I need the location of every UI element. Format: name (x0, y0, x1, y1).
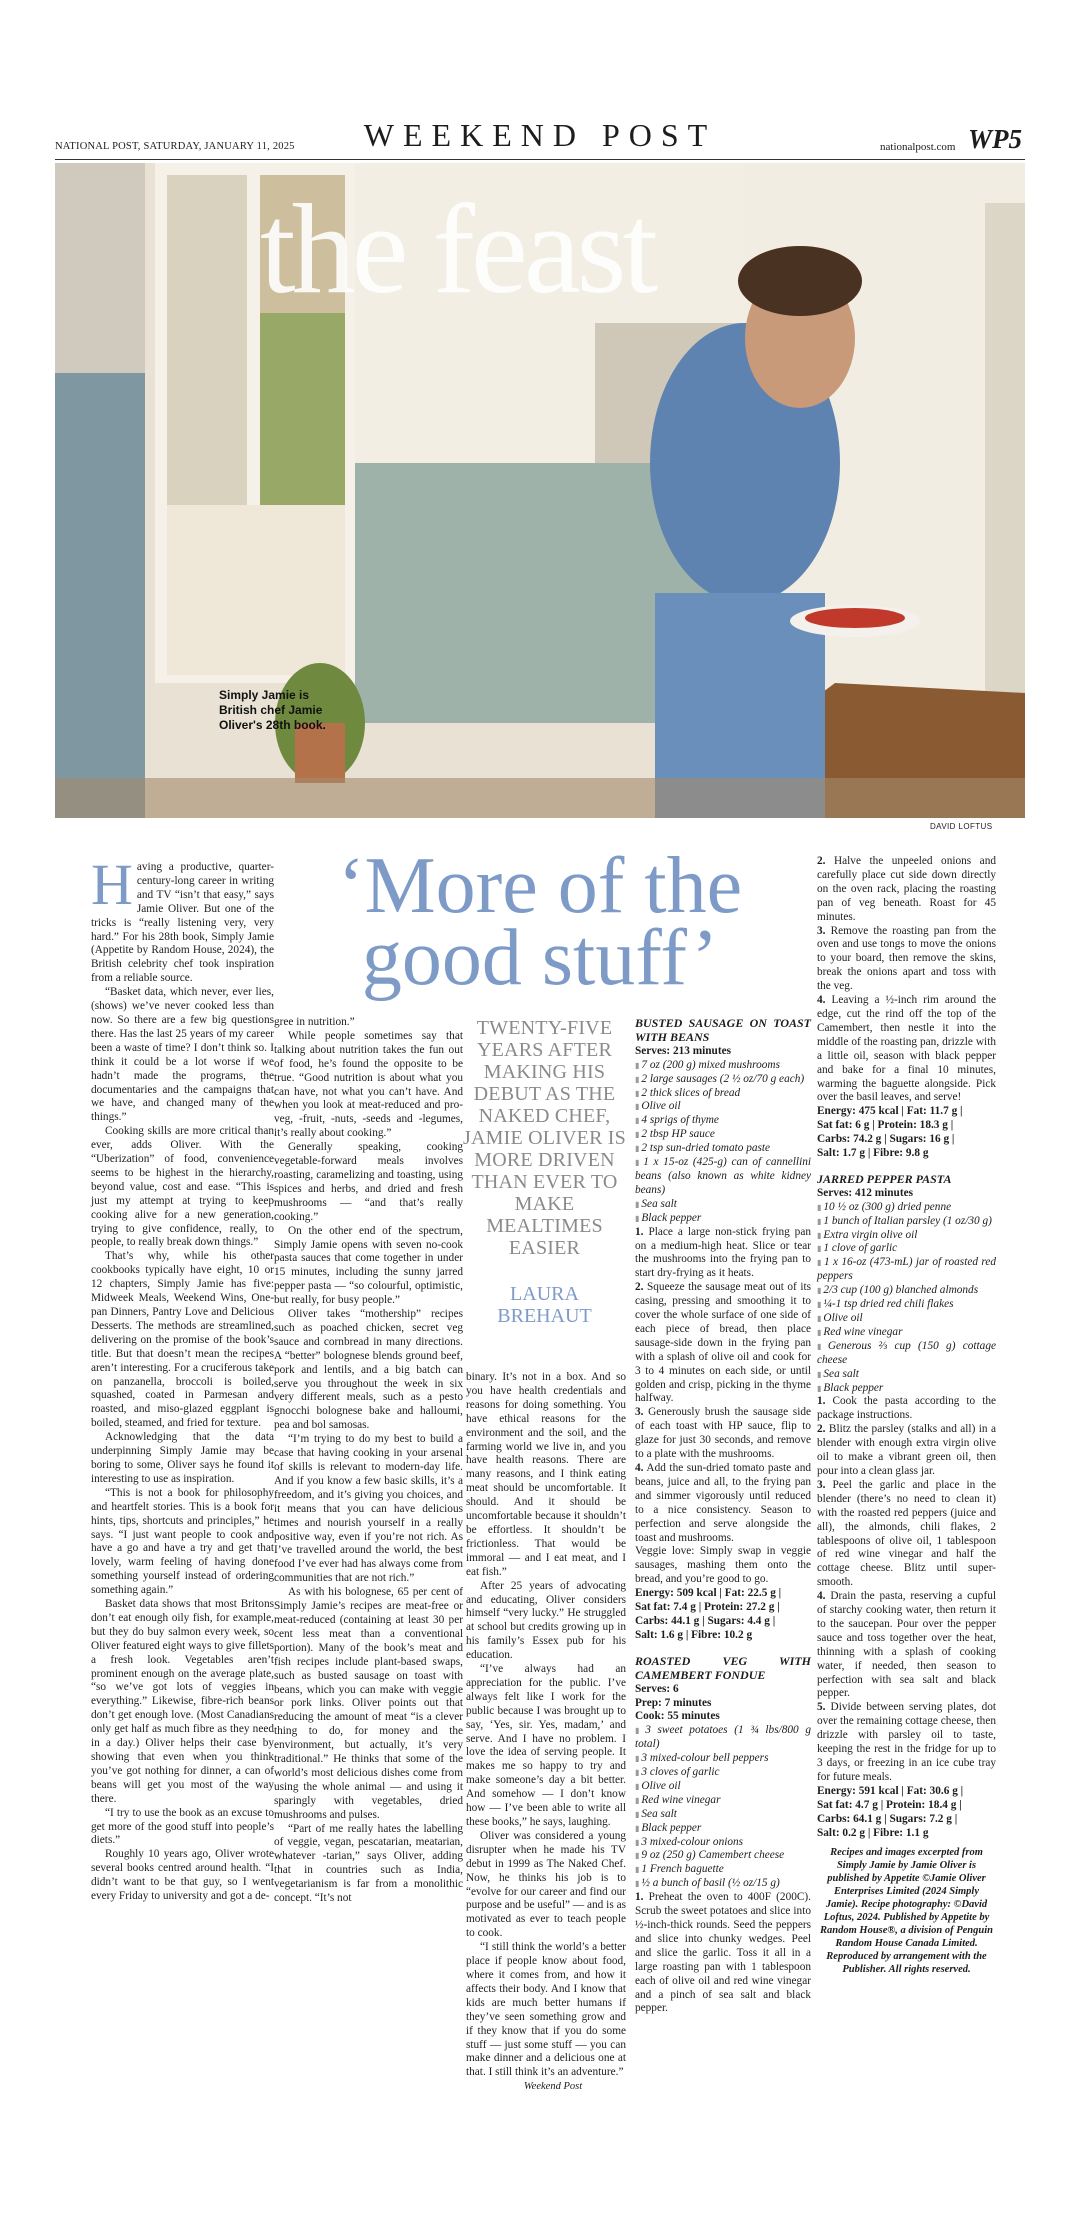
paragraph: “I’m trying to do my best to build a case that having cooking in your arsenal of skills is relevant to modern-day life. And if you know a few basic skills, it’s a freedom, and it’s giving you choices, and it means that you can have delicious times and nourish yourself in a really positive way, even if you’re not rich. As I’ve travelled around the world, the best food I’ve ever had has always come from communities that are not rich.” (274, 1433, 463, 1585)
ingredient: ▮ Olive oil (635, 1100, 811, 1114)
photo-caption: Simply Jamie is British chef Jamie Oliver's 28th book. (219, 688, 326, 732)
article-column-2 (274, 1016, 463, 1906)
recipe-serves: Serves: 412 minutes (817, 1186, 914, 1199)
headline: ‘More of the good stuff’ (337, 842, 743, 1002)
ingredient: ▮ 3 sweet potatoes (1 ¾ lbs/800 g total) (635, 1724, 811, 1752)
ingredient: ▮ 7 oz (200 g) mixed mushrooms (635, 1059, 811, 1073)
recipe-jarred-pepper-pasta (817, 1173, 996, 1977)
recipe-serves: Serves: 6 (635, 1682, 679, 1695)
step: 4. Leaving a ½-inch rim around the edge, cut the rind off the top of the Camembert, then nestle it into the middle of the roasting pan, drizzle with a little oil, season with black pepper and bake for a final 10 minutes, warming the baguette alongside. Pick over the basil leaves, and serve! (817, 994, 996, 1104)
paragraph: That’s why, while his other cookbooks typically have eight, 10 or 12 chapters, Simply Jamie has five: Midweek Meals, Weekend Wins, One-pan Dinners, Pantry Love and Delicious Desserts. The methods are streamlined, delivering on the promise of the book’s title. But that doesn’t mean the recipes aren’t interesting. For a cruciferous take on panzanella, broccoli is boiled, squashed, coated in Parmesan and roasted, and miso-glazed eggplant is boiled, steamed, and fried for texture. (91, 1250, 274, 1430)
ingredient: ▮ 1 x 16-oz (473-mL) jar of roasted red peppers (817, 1256, 996, 1284)
nutrition: Carbs: 44.1 g | Sugars: 4.4 g | (635, 1614, 776, 1627)
ingredient: ▮ 9 oz (250 g) Camembert cheese (635, 1849, 811, 1863)
paragraph: Generally speaking, cooking vegetable-forward meals involves roasting, caramelizing and toasting, using spices and herbs, and dried and fresh mushrooms — “and that’s really cooking.” (274, 1141, 463, 1223)
step: 2. Halve the unpeeled onions and carefully place cut side down directly on the oven rack, placing the roasting pan of veg beneath. Roast for 45 minutes. (817, 855, 996, 923)
ingredient: ▮ Olive oil (817, 1312, 996, 1326)
paragraph: Oliver takes “mothership” recipes such as poached chicken, secret veg sauce and cornbread in many directions. A “better” bolognese blends ground beef, pork and lentils, and a big batch can serve you throughout the week in six very different meals, such as a pesto gnocchi bolognese bake and halloumi, pea and bol samosas. (274, 1308, 463, 1432)
paragraph: Roughly 10 years ago, Oliver wrote several books centred around health. “I didn’t want to be that guy, so I went every Friday to university and got a de- (91, 1848, 274, 1903)
ingredient: ▮ Olive oil (635, 1780, 811, 1794)
ingredient: ▮ Sea salt (817, 1368, 996, 1382)
ingredient: ▮ 1 x 15-oz (425-g) can of cannellini beans (also known as white kidney beans) (635, 1156, 811, 1198)
recipe-column-1 (635, 1017, 811, 2016)
nutrition: Salt: 1.6 g | Fibre: 10.2 g (635, 1628, 753, 1641)
ingredient: ▮ Red wine vinegar (635, 1794, 811, 1808)
ingredient: ▮ 2 tsp sun-dried tomato paste (635, 1142, 811, 1156)
nutrition: Carbs: 64.1 g | Sugars: 7.2 g | (817, 1812, 958, 1825)
nutrition: Salt: 1.7 g | Fibre: 9.8 g (817, 1147, 929, 1160)
veggie-tip: Veggie love: Simply swap in veggie sausages, mashing them onto the bread, and you’re good to go. (635, 1545, 811, 1586)
ingredient: ▮ 2 large sausages (2 ½ oz/70 g each) (635, 1073, 811, 1087)
step: 5. Divide between serving plates, dot over the remaining cottage cheese, then drizzle with parsley oil to taste, keeping the rest in the fridge for up to 3 days, or freezing in an ice cube tray for future meals. (817, 1701, 997, 1783)
recipe-cook: Cook: 55 minutes (635, 1710, 720, 1723)
step: 4. Add the sun-dried tomato paste and beans, juice and all, to the frying pan and simmer vigorously until reduced to a nice consistency. Season to perfection and serve alongside the toast and mushrooms. (635, 1462, 811, 1544)
ingredient: ▮ Extra virgin olive oil (817, 1229, 996, 1243)
paragraph: binary. It’s not in a box. And so you have health credentials and reasons for doing something. You have ethical reasons for the environment and the soil, and the farming world we live in, and you have health reasons. There are many reasons, and I think eating meat should be uncomfortable. It should. And it should be uncomfortable because it shouldn’t be effortless. It shouldn’t be frictionless. That would be immoral — and I eat meat, and I eat fish.” (466, 1371, 626, 1578)
ingredient: ▮ ½ a bunch of basil (½ oz/15 g) (635, 1877, 811, 1891)
byline: LAURA BREHAUT (497, 1283, 592, 1327)
paragraph: After 25 years of advocating and educating, Oliver considers himself “very lucky.” He struggled at school but credits growing up in his family’s Essex pub for his education. (466, 1579, 626, 1662)
recipe-roasted-veg (635, 1655, 811, 2017)
step: 4. Drain the pasta, reserving a cupful of starchy cooking water, then return it to the saucepan. Pour over the pepper sauce and toss together over the heat, thinning with a splash of cooking water, if needed, then season to perfection with sea salt and black pepper. (817, 1590, 996, 1700)
step: 1. Cook the pasta according to the package instructions. (817, 1395, 996, 1422)
ingredient: ▮ 10 ½ oz (300 g) dried penne (817, 1201, 996, 1215)
paragraph: “This is not a book for philosophy and heartfelt stories. This is a book for hints, tips, shortcuts and principles,” he says. “I just want people to cook and have a go and have a try and get that lovely, warm feeling of having done something yourself instead of ordering something again.” (91, 1486, 274, 1597)
recipe-title: ROASTED VEG WITH CAMEMBERT FONDUE (635, 1653, 811, 1682)
site-url: nationalpost.com (880, 141, 956, 153)
ingredient: ▮ 2 tbsp HP sauce (635, 1128, 811, 1142)
ingredient: ▮ Sea salt (635, 1198, 811, 1212)
lead-paragraph: Having a productive, quarter-century-long career in writing and TV “isn’t that easy,” says Jamie Oliver. But one of the tricks is “really listening very, very hard.” For his 28th book, Simply Jamie (Appetite by Random House, 2024), the British celebrity chef took inspiration from a reliable source. (91, 852, 274, 985)
paragraph: Oliver was considered a young disrupter when he made his TV debut in 1999 as The Naked Chef. Now, he thinks his job is to “evolve for our career and find our purpose and be useful” — and is as motivated as ever to teach people to cook. (466, 1829, 626, 1940)
ingredient: ▮ 1 bunch of Italian parsley (1 oz/30 g) (817, 1215, 996, 1229)
nutrition: Carbs: 74.2 g | Sugars: 16 g | (817, 1133, 955, 1146)
signoff: Weekend Post (523, 2081, 583, 2093)
ingredient: ▮ 3 cloves of garlic (635, 1766, 811, 1780)
photo-credit: DAVID LOFTUS (930, 822, 993, 831)
paragraph: On the other end of the spectrum, Simply Jamie opens with seven no-cook pasta sauces that come together in under 15 minutes, including the sunny jarred pepper pasta — “so colourful, optimistic, but really, for busy people.” (274, 1224, 463, 1307)
nutrition: Sat fat: 6 g | Protein: 18.3 g | (817, 1119, 954, 1132)
paragraph: Basket data shows that most Britons don’t eat enough oily fish, for example, but they do buy salmon every week, so Oliver featured eight ways to give fillets a fresh look. Vegetables aren’t prominent enough on the average plate, “so we’ve got lots of veggies in everything.” Likewise, fibre-rich beans don’t get enough love. (Most Canadians only get half as much fibre as they need in a day.) Oliver helps their case by showing that even when you think you’ve got nothing for dinner, a can of beans will get you most of the way there. (91, 1598, 274, 1805)
ingredient: ▮ 2/3 cup (100 g) blanched almonds (817, 1284, 996, 1298)
ingredient: ▮ 1 clove of garlic (817, 1242, 996, 1256)
nutrition: Salt: 0.2 g | Fibre: 1.1 g (817, 1826, 929, 1839)
ingredient: ▮ 3 mixed-colour bell peppers (635, 1752, 811, 1766)
article-column-1 (91, 852, 274, 1904)
feature-overlay-title: the feast (260, 178, 654, 320)
ingredient: ▮ ¼-1 tsp dried red chili flakes (817, 1298, 996, 1312)
recipe-busted-sausage (635, 1017, 811, 1643)
ingredient: ▮ 1 French baguette (635, 1863, 811, 1877)
section-masthead: WEEKEND POST (363, 117, 717, 153)
ingredient: ▮ Black pepper (635, 1822, 811, 1836)
paragraph: “I still think the world’s a better place if people know about food, where it comes from, and how it affects their body. And I know that kids are much better humans if they’ve seen something grow and if they know that if you do some stuff — just some stuff — you can make dinner and a delicious one at that. I still think it’s an adventure.” (466, 1941, 626, 2079)
paragraph: Cooking skills are more critical than ever, adds Oliver. With the “Uberization” of food, convenience seems to be highest in the hierarchy, beyond value, cost and ease. “This is just my attempt at trying to keep cooking alive for a new generation, trying to give confidence, really, to people, to really break down things.” (91, 1125, 274, 1249)
paragraph: “Basket data, which never, ever lies, (shows) we’ve never cooked less than now. So there are a few big questions there. Has the last 25 years of my career been a waste of time? I don’t think so. I think it could be a lot worse if we hadn’t made the programs, the documentaries and the campaigns that we have, and changed many of the things.” (91, 986, 274, 1124)
step: 2. Blitz the parsley (stalks and all) in a blender with enough extra virgin olive oil to make a vibrant green oil, then pour into a clean glass jar. (817, 1423, 996, 1477)
publication-dateline: NATIONAL POST, SATURDAY, JANUARY 11, 2025 (55, 141, 295, 152)
recipe-column-2 (817, 855, 996, 1976)
ingredient: ▮ Generous ⅔ cup (150 g) cottage cheese (817, 1340, 996, 1368)
step: 3. Remove the roasting pan from the oven and use tongs to move the onions to your board, then remove the skins, break the onions apart and toss with the veg. (817, 924, 996, 993)
paragraph: While people sometimes say that talking about nutrition takes the fun out of food, he’s found the opposite to be true. “Good nutrition is about what you can have, not what you can’t have. And when you look at meat-reduced and pro-veg, -fruit, -nuts, -seeds and -legumes, it’s really about cooking.” (274, 1029, 463, 1140)
drop-cap: H (91, 852, 133, 917)
nutrition: Energy: 475 kcal | Fat: 11.7 g | (817, 1105, 963, 1118)
paragraph: As with his bolognese, 65 per cent of Simply Jamie’s recipes are meat-free or meat-reduced (containing at least 30 per cent less meat than a conventional portion). Many of the book’s meat and fish recipes include plant-based swaps, such as busted sausage on toast with beans, which you can make with veggie or pork links. Oliver points out that reducing the amount of meat “is a clever thing to do, for money and the environment, but actually, it’s very traditional.” He thinks that some of the world’s most delicious dishes come from using the whole animal — and using it sparingly with vegetables, dried mushrooms and pulses. (274, 1586, 463, 1821)
recipe-title: BUSTED SAUSAGE ON TOAST WITH BEANS (635, 1016, 811, 1044)
ingredient: ▮ Sea salt (635, 1808, 811, 1822)
article-column-3 (466, 1371, 626, 2094)
header-rule (55, 159, 1025, 160)
paragraph: “I’ve always had an appreciation for the public. I’ve always felt like I work for the public because I was brought up to say, ‘Yes, sir. Yes, madam,’ and serve. And I have no problem. I love the idea of serving people. It makes me so happy to try and make someone’s day a bit better. And somehow — I don’t know how — I’ve been able to write all these books,” he says, laughing. (466, 1663, 626, 1828)
nutrition: Sat fat: 7.4 g | Protein: 27.2 g | (635, 1601, 780, 1614)
page-number: WP5 (968, 124, 1022, 154)
paragraph: “I try to use the book as an excuse to get more of the good stuff into people’s diets.” (91, 1806, 274, 1847)
recipe-serves: Serves: 213 minutes (635, 1044, 732, 1057)
step: 3. Peel the garlic and place in the blender (there’s no need to clean it) with the roasted red peppers (juice and all), the almonds, chili flakes, 2 tablespoons of olive oil, 1 tablespoon of red wine vinegar and half the cottage cheese. Blitz until super-smooth. (817, 1478, 997, 1589)
paragraph: Acknowledging that the data underpinning Simply Jamie may be boring to some, Oliver says he found it interesting to use as inspiration. (91, 1431, 274, 1485)
deck: TWENTY-FIVE YEARS AFTER MAKING HIS DEBUT AS THE NAKED CHEF, JAMIE OLIVER IS MORE DRIVEN THAN EVER TO MAKE MEALTIMES EASIER (463, 1017, 626, 1259)
nutrition: Sat fat: 4.7 g | Protein: 18.4 g | (817, 1798, 962, 1811)
step: 2. Squeeze the sausage meat out of its casing, pressing and smoothing it to cover the whole surface of one side of each piece of bread, then place sausage-side down in the frying pan with a splash of olive oil and cook for 3 to 4 minutes on each side, or until golden and crisp, picking in the thyme halfway. (635, 1281, 811, 1405)
ingredient: ▮ 2 thick slices of bread (635, 1087, 811, 1101)
recipe-title: JARRED PEPPER PASTA (817, 1171, 952, 1186)
ingredient: ▮ 4 sprigs of thyme (635, 1114, 811, 1128)
step: 3. Generously brush the sausage side of each toast with HP sauce, flip to glaze for just 30 seconds, and remove to a plate with the mushrooms. (635, 1406, 811, 1461)
paragraph: gree in nutrition.” (274, 1016, 355, 1028)
ingredient: ▮ Red wine vinegar (817, 1326, 996, 1340)
ingredient: ▮ Black pepper (817, 1382, 996, 1396)
nutrition: Energy: 509 kcal | Fat: 22.5 g | (635, 1587, 782, 1600)
excerpt-credit: Recipes and images excerpted from Simply Jamie by Jamie Oliver is published by Appetite ©Jamie Oliver Enterprises Limited (2024 Simply Jamie). Recipe photography: ©David Loftus, 2024. Published by Appetite by Random House®, a division of Penguin Random House Canada Limited. Reproduced by arrangement with the Publisher. All rights reserved. (820, 1847, 993, 1976)
nutrition: Energy: 591 kcal | Fat: 30.6 g | (817, 1784, 964, 1797)
step: 1. Preheat the oven to 400F (200C). Scrub the sweet potatoes and slice into ½-inch-thick rounds. Seed the peppers and slice into chunky wedges. Peel and slice the garlic. Toss it all in a large roasting pan with 1 tablespoon each of olive oil and red wine vinegar and a pinch of sea salt and black pepper. (635, 1891, 811, 2015)
ingredient: ▮ Black pepper (635, 1212, 811, 1226)
step: 1. Place a large non-stick frying pan on a medium-high heat. Slice or tear the mushrooms into the frying pan to start dry-frying as it heats. (635, 1225, 811, 1280)
recipe-prep: Prep: 7 minutes (635, 1696, 712, 1709)
paragraph: “Part of me really hates the labelling of veggie, vegan, pescatarian, meatarian, whatever -tarian,” says Oliver, adding that in countries such as India, vegetarianism is far from a monolithic concept. “It’s not (274, 1822, 463, 1905)
ingredient: ▮ 3 mixed-colour onions (635, 1836, 811, 1850)
